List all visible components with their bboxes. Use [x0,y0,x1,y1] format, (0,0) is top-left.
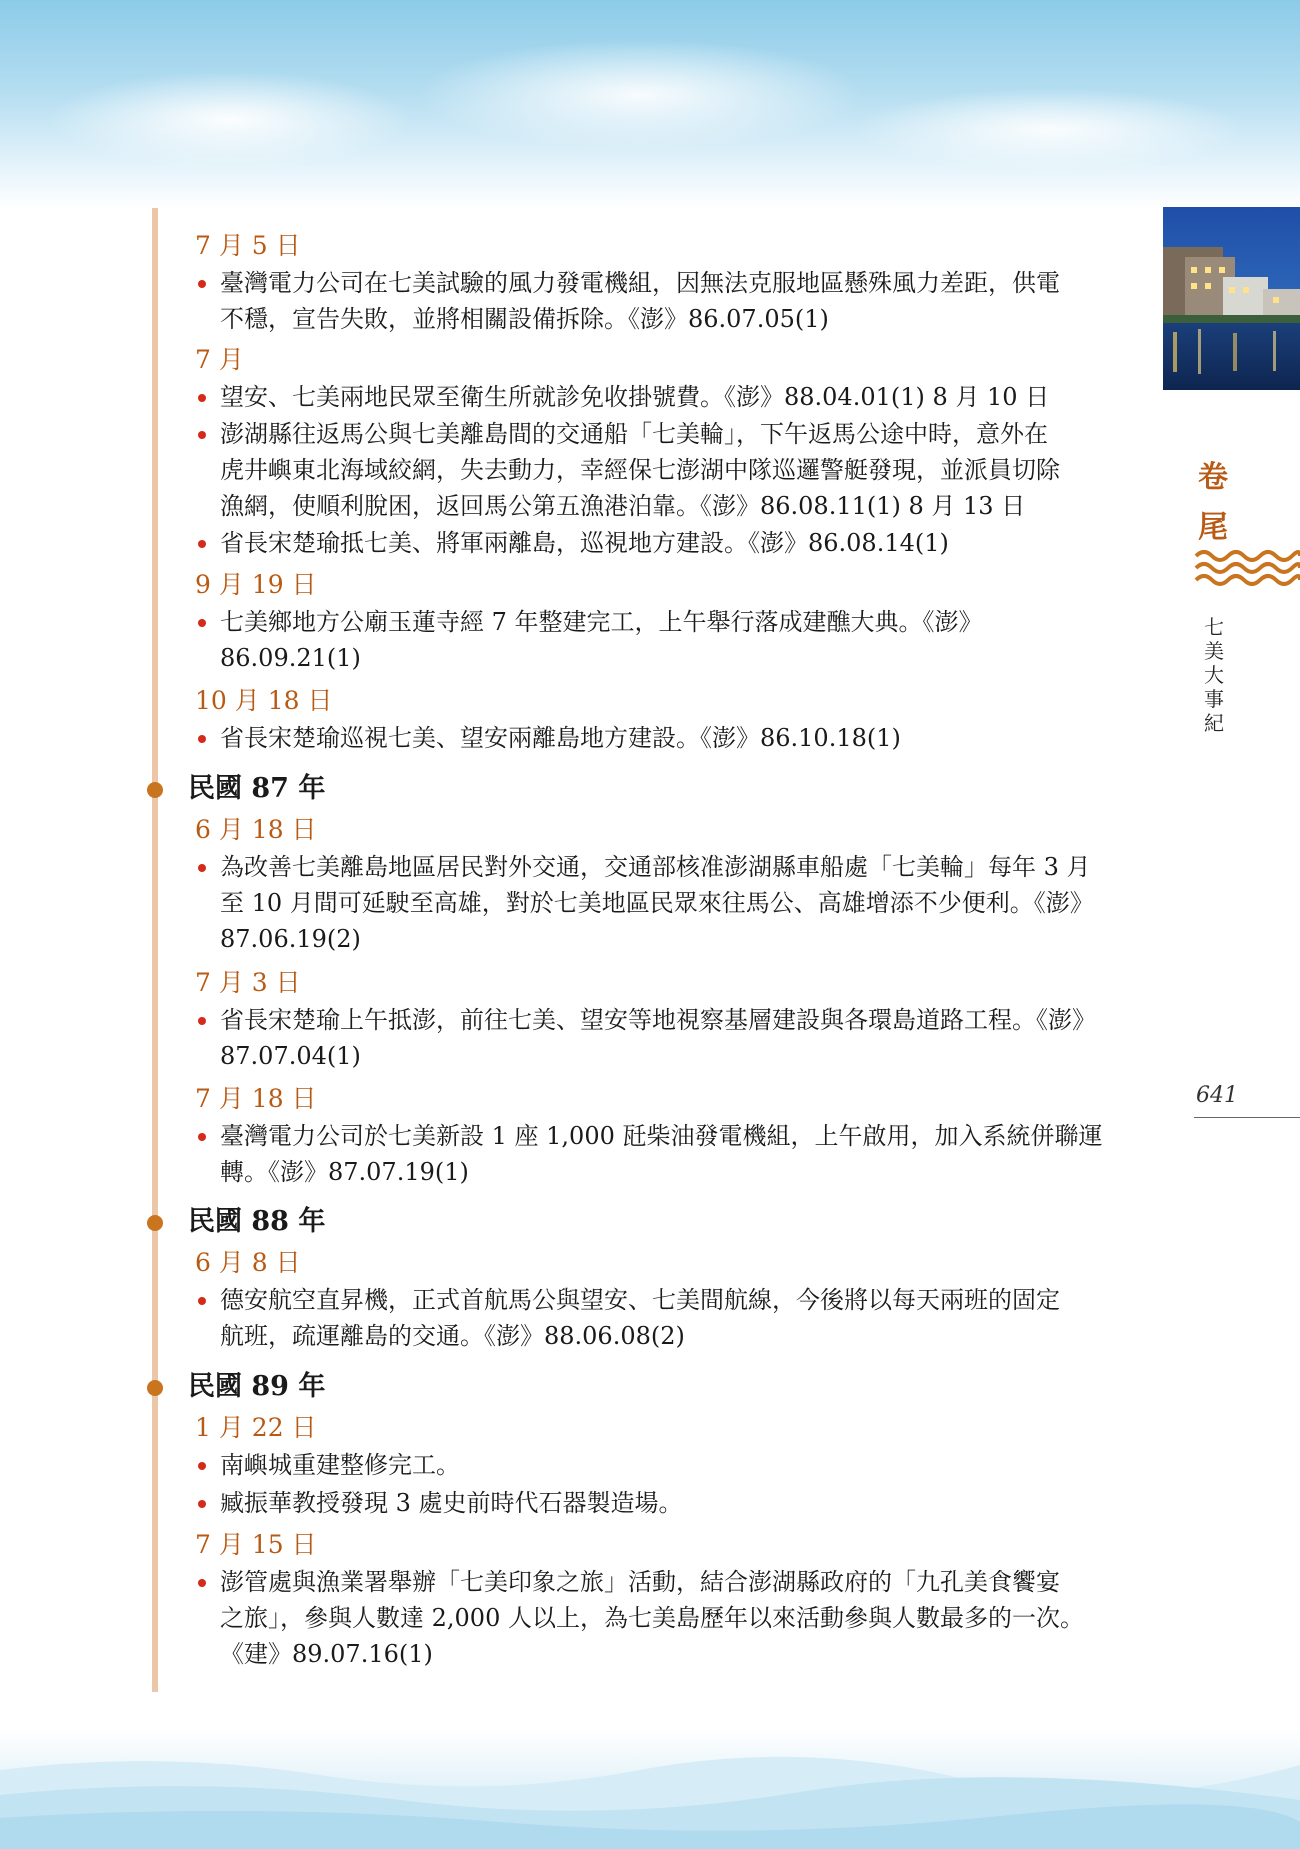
entry-date: 6 月 18 日 [195,815,317,844]
sea-footer-image [0,1730,1300,1849]
harbor-photo [1163,207,1300,390]
sky-header-image [0,0,1300,210]
wave-ornament-icon [1194,546,1300,596]
entry-date: 7 月 5 日 [195,231,301,260]
entry-text: 87.07.04(1) [220,1042,361,1070]
bullet-icon [198,1133,206,1141]
entry-text: 航班，疏運離島的交通。《澎》88.06.08(2) [220,1322,685,1350]
vertical-title-char: 大 [1204,663,1224,687]
entry-text: 《建》89.07.16(1) [220,1640,433,1668]
entry-text: 望安、七美兩地民眾至衛生所就診免收掛號費。《澎》88.04.01(1) 8 月 10 日 [220,383,1050,411]
entry-text: 七美鄉地方公廟玉蓮寺經 7 年整建完工，上午舉行落成建醮大典。《澎》 [220,608,983,636]
bullet-icon [198,1462,206,1470]
entry-text: 轉。《澎》87.07.19(1) [220,1158,469,1186]
bullet-icon [198,280,206,288]
vertical-title-char: 七 [1204,615,1224,639]
entry-text: 不穩，宣告失敗，並將相關設備拆除。《澎》86.07.05(1) [220,305,829,333]
entry-date: 1 月 22 日 [195,1413,317,1442]
vertical-title-char: 紀 [1204,711,1224,735]
bullet-icon [198,1500,206,1508]
bullet-icon [198,1579,206,1587]
bullet-icon [198,864,206,872]
bullet-icon [198,619,206,627]
entry-text: 87.06.19(2) [220,925,361,953]
vertical-title-char: 事 [1204,687,1224,711]
entry-text: 臧振華教授發現 3 處史前時代石器製造場。 [220,1489,683,1517]
entry-text: 86.09.21(1) [220,644,361,672]
entry-text: 省長宋楚瑜上午抵澎，前往七美、望安等地視察基層建設與各環島道路工程。《澎》 [220,1006,1096,1034]
entry-text: 德安航空直昇機，正式首航馬公與望安、七美間航線，今後將以每天兩班的固定 [220,1286,1060,1314]
entry-text: 南嶼城重建整修完工。 [220,1451,460,1479]
entry-date: 10 月 18 日 [195,686,333,715]
entry-date: 7 月 [195,345,244,374]
year-marker-dot [147,782,163,798]
year-marker-dot [147,1215,163,1231]
bullet-icon [198,1297,206,1305]
bullet-icon [198,1017,206,1025]
entry-date: 7 月 18 日 [195,1084,317,1113]
bullet-icon [198,735,206,743]
bullet-icon [198,540,206,548]
entry-text: 至 10 月間可延駛至高雄，對於七美地區民眾來往馬公、高雄增添不少便利。《澎》 [220,889,1094,917]
page-number-rule [1194,1117,1300,1118]
entry-text: 臺灣電力公司在七美試驗的風力發電機組，因無法克服地區懸殊風力差距，供電 [220,269,1060,297]
year-marker-dot [147,1380,163,1396]
entry-date: 6 月 8 日 [195,1248,301,1277]
vertical-title-char: 美 [1204,639,1224,663]
entry-text: 澎管處與漁業署舉辦「七美印象之旅」活動，結合澎湖縣政府的「九孔美食饗宴 [220,1568,1060,1596]
entry-text: 省長宋楚瑜巡視七美、望安兩離島地方建設。《澎》86.10.18(1) [220,724,901,752]
entry-text: 虎井嶼東北海域絞網，失去動力，幸經保七澎湖中隊巡邏警艇發現，並派員切除 [220,456,1060,484]
year-heading: 民國 89 年 [188,1371,326,1402]
section-label: 尾 [1198,510,1228,545]
entry-text: 省長宋楚瑜抵七美、將軍兩離島，巡視地方建設。《澎》86.08.14(1) [220,529,949,557]
entry-text: 澎湖縣往返馬公與七美離島間的交通船「七美輪」，下午返馬公途中時，意外在 [220,420,1048,448]
entry-text: 為改善七美離島地區居民對外交通，交通部核准澎湖縣車船處「七美輪」每年 3 月 [220,853,1091,881]
entry-text: 之旅」，參與人數達 2,000 人以上，為七美島歷年以來活動參與人數最多的一次。 [220,1604,1084,1632]
entry-date: 7 月 3 日 [195,968,301,997]
section-label: 卷 [1198,460,1228,495]
bullet-icon [198,394,206,402]
entry-text: 臺灣電力公司於七美新設 1 座 1,000 瓩柴油發電機組，上午啟用，加入系統併聯運 [220,1122,1103,1150]
year-heading: 民國 88 年 [188,1206,326,1237]
bullet-icon [198,431,206,439]
chapter-vertical-title [1202,615,1226,735]
entry-date: 7 月 15 日 [195,1530,317,1559]
page-number: 641 [1196,1083,1238,1108]
entry-text: 漁網，使順利脫困，返回馬公第五漁港泊靠。《澎》86.08.11(1) 8 月 13 日 [220,492,1026,520]
entry-date: 9 月 19 日 [195,570,317,599]
timeline-bar [152,208,158,1692]
year-heading: 民國 87 年 [188,773,326,804]
